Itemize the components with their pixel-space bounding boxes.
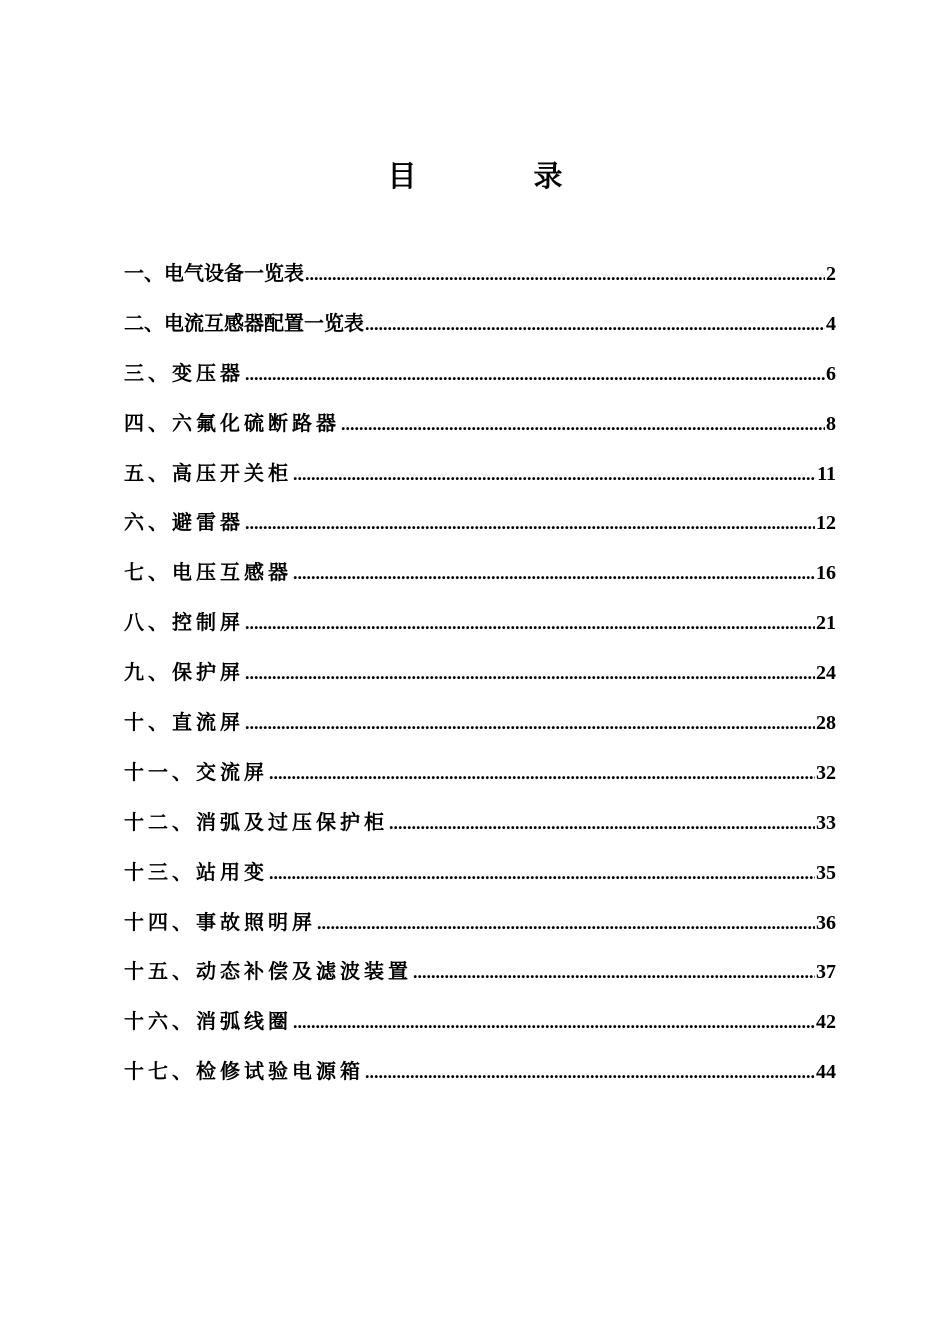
toc-dot-leader [245,658,815,688]
toc-entry-label: 二、电流互感器配置一览表 [124,310,364,335]
toc-dot-leader [245,608,815,638]
toc-entry[interactable] [124,1006,836,1056]
toc-dot-leader [293,1007,815,1037]
toc-entry-label: 十二、消弧及过压保护柜 [124,809,388,834]
toc-entry-page: 44 [816,1061,836,1084]
toc-entry[interactable] [124,657,836,707]
toc-entry[interactable] [124,408,836,458]
toc-entry-label: 十、直流屏 [124,710,244,735]
toc-dot-leader [413,957,815,987]
toc-entry-page: 36 [816,911,836,934]
toc-dot-leader [317,908,815,938]
toc-dot-leader [341,409,825,439]
toc-dot-leader [245,708,815,738]
toc-entry-page: 21 [816,612,836,635]
toc-entry-label: 四、六氟化硫断路器 [124,410,340,435]
toc-entry-label: 十七、检修试验电源箱 [124,1059,364,1084]
toc-entry-label: 十六、消弧线圈 [124,1009,292,1034]
toc-entry-page: 2 [826,263,836,285]
toc-entry-label: 七、电压互感器 [124,560,292,585]
toc-entry-page: 32 [816,761,836,784]
toc-entry-label: 五、高压开关柜 [124,460,292,485]
toc-entry[interactable] [124,358,836,408]
toc-entry-label: 六、避雷器 [124,510,244,535]
toc-entry[interactable] [124,607,836,657]
toc-entry-page: 4 [826,312,836,335]
toc-dot-leader [245,508,815,538]
toc-entry[interactable] [124,258,836,308]
toc-entry-label: 九、保护屏 [124,660,244,685]
toc-entry-label: 十四、事故照明屏 [124,909,316,934]
toc-entry-label: 十五、动态补偿及滤波装置 [124,959,412,984]
toc-entry[interactable] [124,308,836,358]
toc-entry-page: 24 [816,662,836,685]
toc-entry-page: 8 [826,412,836,435]
toc-entry-page: 12 [816,512,836,535]
toc-entry-page: 11 [817,462,836,485]
toc-entry-label: 八、控制屏 [124,610,244,635]
toc-dot-leader [293,558,815,588]
toc-dot-leader [389,808,815,838]
toc-dot-leader [365,309,825,339]
toc-entry[interactable] [124,557,836,607]
toc-dot-leader [269,858,815,888]
toc-entry-page: 16 [816,562,836,585]
table-of-contents [124,258,836,1106]
toc-entry-page: 42 [816,1011,836,1034]
toc-entry-label: 十一、交流屏 [124,759,268,784]
toc-entry[interactable] [124,507,836,557]
toc-entry-label: 三、变压器 [124,360,244,385]
toc-entry[interactable] [124,956,836,1006]
toc-dot-leader [305,259,825,289]
toc-entry-label: 一、电气设备一览表 [124,261,304,285]
toc-entry-label: 十三、站用变 [124,859,268,884]
toc-entry[interactable] [124,707,836,757]
toc-entry[interactable] [124,757,836,807]
toc-entry[interactable] [124,458,836,508]
toc-entry-page: 33 [816,811,836,834]
toc-dot-leader [293,459,816,489]
page-title: 目 录 [387,159,607,193]
toc-entry[interactable] [124,1056,836,1106]
toc-entry[interactable] [124,857,836,907]
toc-dot-leader [365,1057,815,1087]
toc-entry-page: 37 [816,961,836,984]
toc-entry[interactable] [124,907,836,957]
toc-entry-page: 28 [816,712,836,735]
toc-dot-leader [245,359,825,389]
toc-entry-page: 35 [816,861,836,884]
toc-entry[interactable] [124,807,836,857]
toc-entry-page: 6 [826,362,836,385]
toc-dot-leader [269,758,815,788]
